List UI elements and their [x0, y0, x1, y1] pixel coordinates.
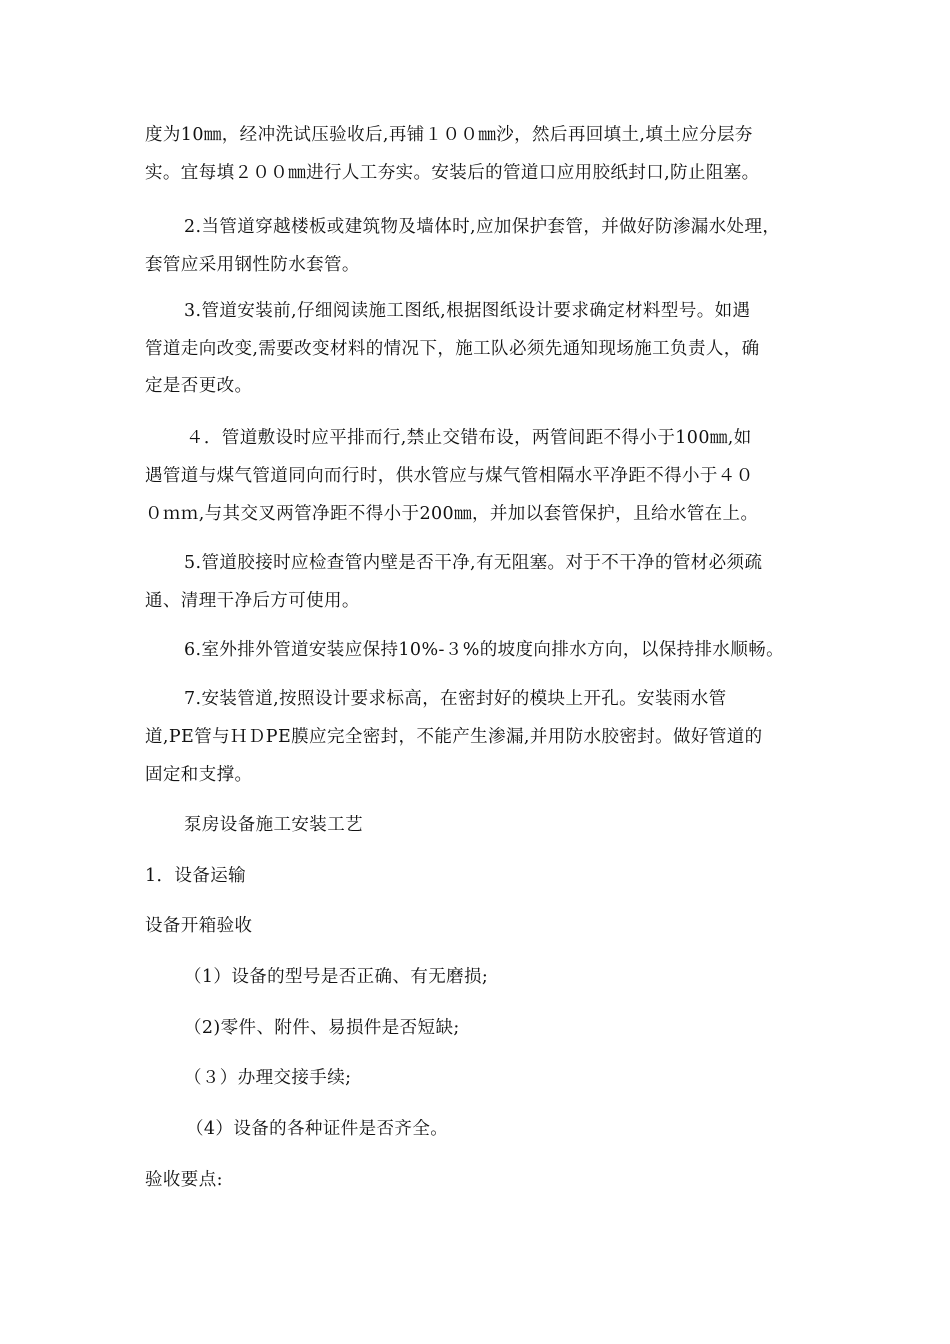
paragraph-line: ０ｍｍ,与其交叉两管净距不得小于200㎜，并加以套管保护，且给水管在上。 [145, 504, 759, 524]
paragraph-line: 6.室外排外管道安装应保持10%-３%的坡度向排水方向，以保持排水顺畅。 [184, 640, 785, 660]
paragraph-line: 遇管道与煤气管道同向而行时，供水管应与煤气管相隔水平净距不得小于４０ [145, 466, 754, 486]
list-item: （1）设备的型号是否正确、有无磨损; [184, 967, 489, 987]
paragraph-line: 度为10㎜，经冲洗试压验收后,再铺１００㎜沙，然后再回填土,填土应分层夯 [145, 125, 753, 145]
paragraph-line: 通、清理干净后方可使用。 [145, 591, 360, 611]
paragraph-line: 道,PE管与ＨＤPE膜应完全密封，不能产生渗漏,并用防水胶密封。做好管道的 [145, 727, 763, 747]
subheading: 验收要点: [145, 1170, 223, 1190]
paragraph-line: 7.安装管道,按照设计要求标高，在密封好的模块上开孔。安装雨水管 [184, 689, 727, 709]
list-item: （4）设备的各种证件是否齐全。 [186, 1119, 449, 1139]
list-item: （３）办理交接手续; [184, 1068, 352, 1088]
paragraph-line: 管道走向改变,需要改变材料的情况下，施工队必须先通知现场施工负责人，确 [145, 339, 760, 359]
section-heading: 泵房设备施工安装工艺 [184, 815, 363, 835]
paragraph-line: 固定和支撑。 [145, 765, 253, 785]
subheading: 设备开箱验收 [145, 916, 253, 936]
list-item: （2)零件、附件、易损件是否短缺; [184, 1018, 460, 1038]
section-heading: 1．设备运输 [145, 866, 247, 886]
paragraph-line: 定是否更改。 [145, 376, 253, 396]
paragraph-line: ４．管道敷设时应平排而行,禁止交错布设，两管间距不得小于100㎜,如 [186, 428, 752, 448]
paragraph-line: 套管应采用钢性防水套管。 [145, 255, 360, 275]
paragraph-line: 3.管道安装前,仔细阅读施工图纸,根据图纸设计要求确定材料型号。如遇 [184, 301, 751, 321]
paragraph-line: 2.当管道穿越楼板或建筑物及墙体时,应加保护套管，并做好防渗漏水处理， [184, 217, 781, 237]
paragraph-line: 实。宜每填２００㎜进行人工夯实。安装后的管道口应用胶纸封口,防止阻塞。 [145, 163, 760, 183]
paragraph-line: 5.管道胶接时应检查管内壁是否干净,有无阻塞。对于不干净的管材必须疏 [184, 553, 763, 573]
